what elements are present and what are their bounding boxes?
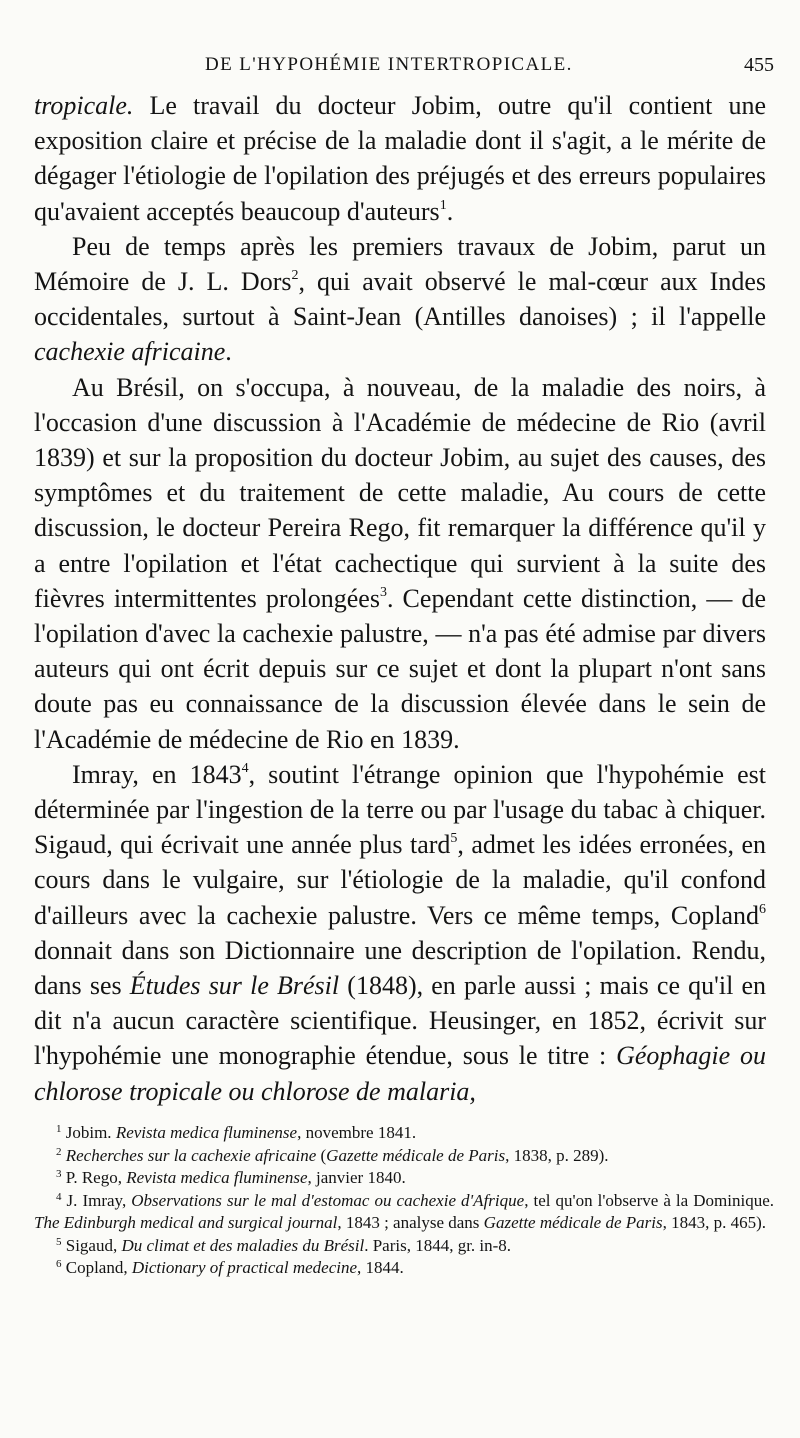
- text: , 1843, p. 465).: [662, 1213, 767, 1232]
- text: , admet les idées erronées, en cours dans le vulgaire, sur l'étiologie de la maladie, qu'il confond d'ailleurs avec la cachexie palustre. Vers ce même temps, Copland: [34, 830, 766, 930]
- text: , 1843 ; analyse dans: [337, 1213, 484, 1232]
- text: .: [446, 196, 454, 226]
- text: (: [316, 1145, 327, 1165]
- text-italic: cachexie africaine: [34, 337, 226, 367]
- footnote-number: 5: [56, 1235, 62, 1248]
- text-italic: Revista medica fluminense: [126, 1168, 308, 1187]
- text: , 1838, p. 289).: [505, 1145, 609, 1165]
- paragraph-1: [34, 88, 766, 229]
- footnote-4: [34, 1190, 774, 1235]
- footnote-ref-6: 6: [759, 901, 766, 917]
- text-italic: tropicale.: [34, 91, 134, 120]
- text: , janvier 1840.: [307, 1168, 406, 1187]
- running-title: DE L'HYPOHÉMIE INTERTROPICALE.: [205, 54, 573, 75]
- footnote-number: 4: [56, 1190, 62, 1203]
- text: Sigaud,: [61, 1235, 122, 1255]
- text: J. Imray,: [61, 1190, 132, 1210]
- text: , soutint l'étrange opinion que l'hypohémie est déterminée par l'ingestion de la terre ou par l'usage du tabac à chiquer. Sigaud, qui écrivait une année plus tard: [34, 759, 766, 860]
- footnote-1: [34, 1122, 774, 1145]
- page-header: [0, 54, 800, 82]
- footnote-ref-2: 2: [291, 268, 299, 284]
- text-italic: The Edinburgh medical and surgical journal: [34, 1213, 338, 1232]
- text: , 1844.: [357, 1258, 404, 1277]
- text: , novembre 1841.: [297, 1123, 417, 1142]
- text: Jobim.: [61, 1123, 116, 1142]
- text-italic: Revista medica fluminense: [115, 1123, 298, 1142]
- text: Copland,: [61, 1258, 132, 1277]
- footnote-2: [34, 1145, 774, 1168]
- text: Au Brésil, on s'occupa, à nouveau, de la maladie des noirs, à l'occasion d'une discussion à l'Académie de médecine de Rio (avril 1839) et sur la proposition du docteur Jobim, au sujet des causes, des symptômes et du traitement de cette maladie, Au cours de cette discussion, le docteur Pereira Rego, fit remarquer la différence qu'il y a entre l'opilation et l'état cachectique qui survient à la suite des fièvres intermittentes prolongées: [34, 372, 766, 613]
- text: . Cependant cette distinction, — de l'opilation d'avec la cachexie palustre, — n'a pas été admise par divers auteurs qui ont écrit depuis sur ce sujet et dont la plupart n'ont sans doute pas eu connaissance de la discussion élevée dans le sein de l'Académie de médecine de Rio en 1839.: [34, 583, 766, 754]
- text-italic: Gazette médicale de Paris: [483, 1213, 663, 1232]
- footnote-number: 1: [56, 1123, 62, 1135]
- footnote-ref-4: 4: [241, 760, 249, 776]
- text: Le travail du docteur Jobim, outre qu'il contient une exposition claire et précise de la maladie dont il s'agit, a le mérite de dégager l'étiologie de l'opilation des préjugés et des erreurs populaires qu'avaient acceptés beaucoup d'auteurs: [34, 91, 766, 226]
- text-italic: Études sur le Brésil: [129, 971, 340, 1001]
- footnotes: [34, 1122, 774, 1280]
- text: Peu de temps après les premiers travaux de Jobim, parut un Mémoire de J. L. Dors: [34, 231, 766, 297]
- text: .: [225, 337, 232, 367]
- page-number: 455: [744, 54, 774, 76]
- text-italic: Du climat et des maladies du Brésil: [121, 1235, 365, 1255]
- footnote-ref-3: 3: [379, 584, 387, 600]
- text: P. Rego,: [61, 1168, 127, 1187]
- text-italic: Recherches sur la cachexie africaine: [65, 1145, 317, 1165]
- text: donnait dans son Dictionnaire une description de l'opilation. Rendu, dans ses: [34, 935, 766, 1001]
- footnote-5: [34, 1235, 774, 1258]
- paragraph-3: [34, 370, 766, 757]
- text: , tel qu'on l'observe à la Dominique.: [524, 1190, 774, 1210]
- footnote-number: 2: [56, 1145, 62, 1158]
- text-italic: Gazette médicale de Paris: [326, 1145, 506, 1165]
- paragraph-4: [34, 757, 766, 1109]
- paragraph-2: [34, 229, 766, 370]
- text: . Paris, 1844, gr. in-8.: [364, 1235, 512, 1255]
- text: , qui avait observé le mal-cœur aux Indes occidentales, surtout à Saint-Jean (Antilles danoises) ; il l'appelle: [34, 267, 766, 332]
- footnote-number: 6: [56, 1258, 62, 1270]
- footnote-3: [34, 1167, 774, 1190]
- text: (1848), en parle aussi ; mais ce qu'il en dit n'a aucun caractère scientifique. Heusinger, en 1852, écrivit sur l'hypohémie une monographie étendue, sous le titre :: [34, 971, 766, 1071]
- text-italic: Observations sur le mal d'estomac ou cachexie d'Afrique: [131, 1190, 525, 1210]
- text-italic: Géophagie ou chlorose tropicale ou chlorose de malaria,: [34, 1041, 766, 1106]
- footnote-ref-5: 5: [450, 831, 458, 847]
- footnote-number: 3: [56, 1168, 62, 1180]
- body-text: [34, 88, 766, 1109]
- footnote-ref-1: 1: [439, 197, 447, 213]
- text: Imray, en 1843: [72, 759, 242, 789]
- text-italic: Dictionary of practical medecine: [131, 1258, 358, 1277]
- footnote-6: [34, 1257, 774, 1280]
